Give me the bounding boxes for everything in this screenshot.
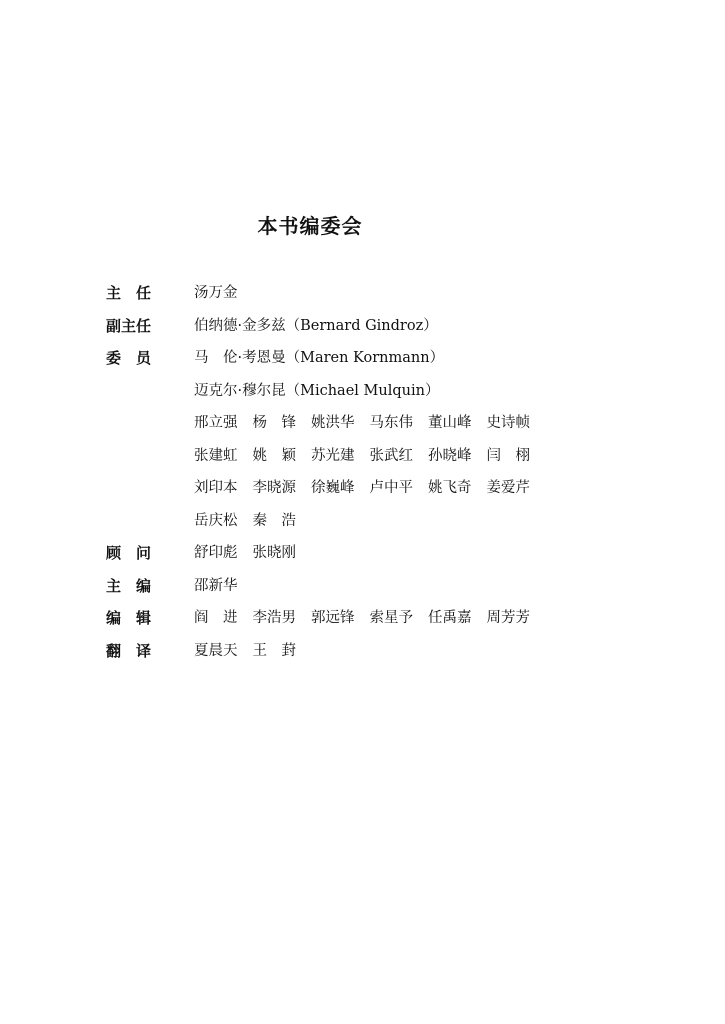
person-name: 苏光建 — [311, 447, 355, 464]
person-name: 姚 颖 — [252, 447, 296, 464]
person-name: 徐巍峰 — [311, 480, 355, 496]
person-name: 阎 进 — [194, 610, 238, 626]
person-name: 张晓刚 — [252, 545, 296, 561]
person-name: 杨 锋 — [252, 415, 296, 431]
person-name: 邢立强 — [194, 415, 238, 431]
person-name: 郭远锋 — [311, 610, 355, 626]
page-title: 本书编委会 — [257, 214, 363, 238]
role-label: 主任 — [106, 284, 167, 302]
name-list — [194, 602, 545, 635]
role-label: 编辑 — [106, 609, 167, 627]
person-name: 邵新华 — [194, 577, 238, 594]
name-line — [194, 570, 253, 603]
name-line — [194, 375, 545, 408]
name-line — [194, 635, 311, 668]
person-name: 李浩男 — [252, 610, 296, 626]
role-label: 副主任 — [106, 316, 152, 335]
person-name: 索星予 — [369, 610, 413, 626]
person-name: 马东伟 — [369, 415, 413, 431]
role-label: 顾问 — [106, 544, 167, 562]
role-editors — [106, 602, 545, 635]
person-name: 张武红 — [369, 447, 413, 464]
name-list — [194, 342, 545, 537]
name-line — [194, 440, 545, 473]
name-line — [194, 472, 545, 505]
name-line — [194, 407, 545, 440]
person-name: 姚飞奇 — [428, 480, 472, 496]
person-name: 汤万金 — [194, 285, 238, 301]
role-label: 翻译 — [106, 641, 167, 660]
name-list — [194, 310, 438, 343]
person-name: 张建虹 — [194, 447, 238, 464]
role-advisors — [106, 537, 545, 570]
name-line — [194, 277, 238, 310]
role-deputy-director — [106, 310, 545, 343]
role-director — [106, 277, 545, 310]
person-name: 闫 栩 — [486, 447, 530, 464]
person-name: 史诗帧 — [486, 415, 530, 431]
name-list — [194, 570, 253, 603]
person-name: 马 伦·考恩曼（Maren Kornmann） — [194, 350, 445, 366]
role-translators — [106, 635, 545, 668]
person-name: 姜爱芹 — [486, 480, 530, 496]
person-name: 卢中平 — [369, 480, 413, 496]
role-editor-in-chief — [106, 570, 545, 603]
person-name: 夏晨天 — [194, 642, 238, 659]
role-label: 委员 — [106, 349, 167, 367]
person-name: 姚洪华 — [311, 415, 355, 431]
name-list — [194, 635, 311, 668]
person-name: 王 葑 — [252, 642, 296, 659]
person-name: 孙晓峰 — [428, 447, 472, 464]
role-members — [106, 342, 545, 537]
name-list — [194, 277, 238, 310]
person-name: 李晓源 — [252, 480, 296, 496]
person-name: 董山峰 — [428, 415, 472, 431]
name-line — [194, 505, 545, 538]
name-line — [194, 537, 311, 570]
name-list — [194, 537, 311, 570]
person-name: 周芳芳 — [486, 610, 530, 626]
person-name: 岳庆松 — [194, 512, 238, 529]
role-label: 主编 — [106, 576, 167, 595]
person-name: 伯纳德·金多兹（Bernard Gindroz） — [194, 317, 438, 334]
name-line — [194, 342, 545, 375]
name-line — [194, 310, 438, 343]
person-name: 迈克尔·穆尔昆（Michael Mulquin） — [194, 382, 440, 399]
person-name: 刘印本 — [194, 480, 238, 496]
person-name: 秦 浩 — [252, 512, 296, 529]
committee-roster — [106, 277, 545, 667]
name-line — [194, 602, 545, 635]
person-name: 任禹嘉 — [428, 610, 472, 626]
person-name: 舒印彪 — [194, 545, 238, 561]
